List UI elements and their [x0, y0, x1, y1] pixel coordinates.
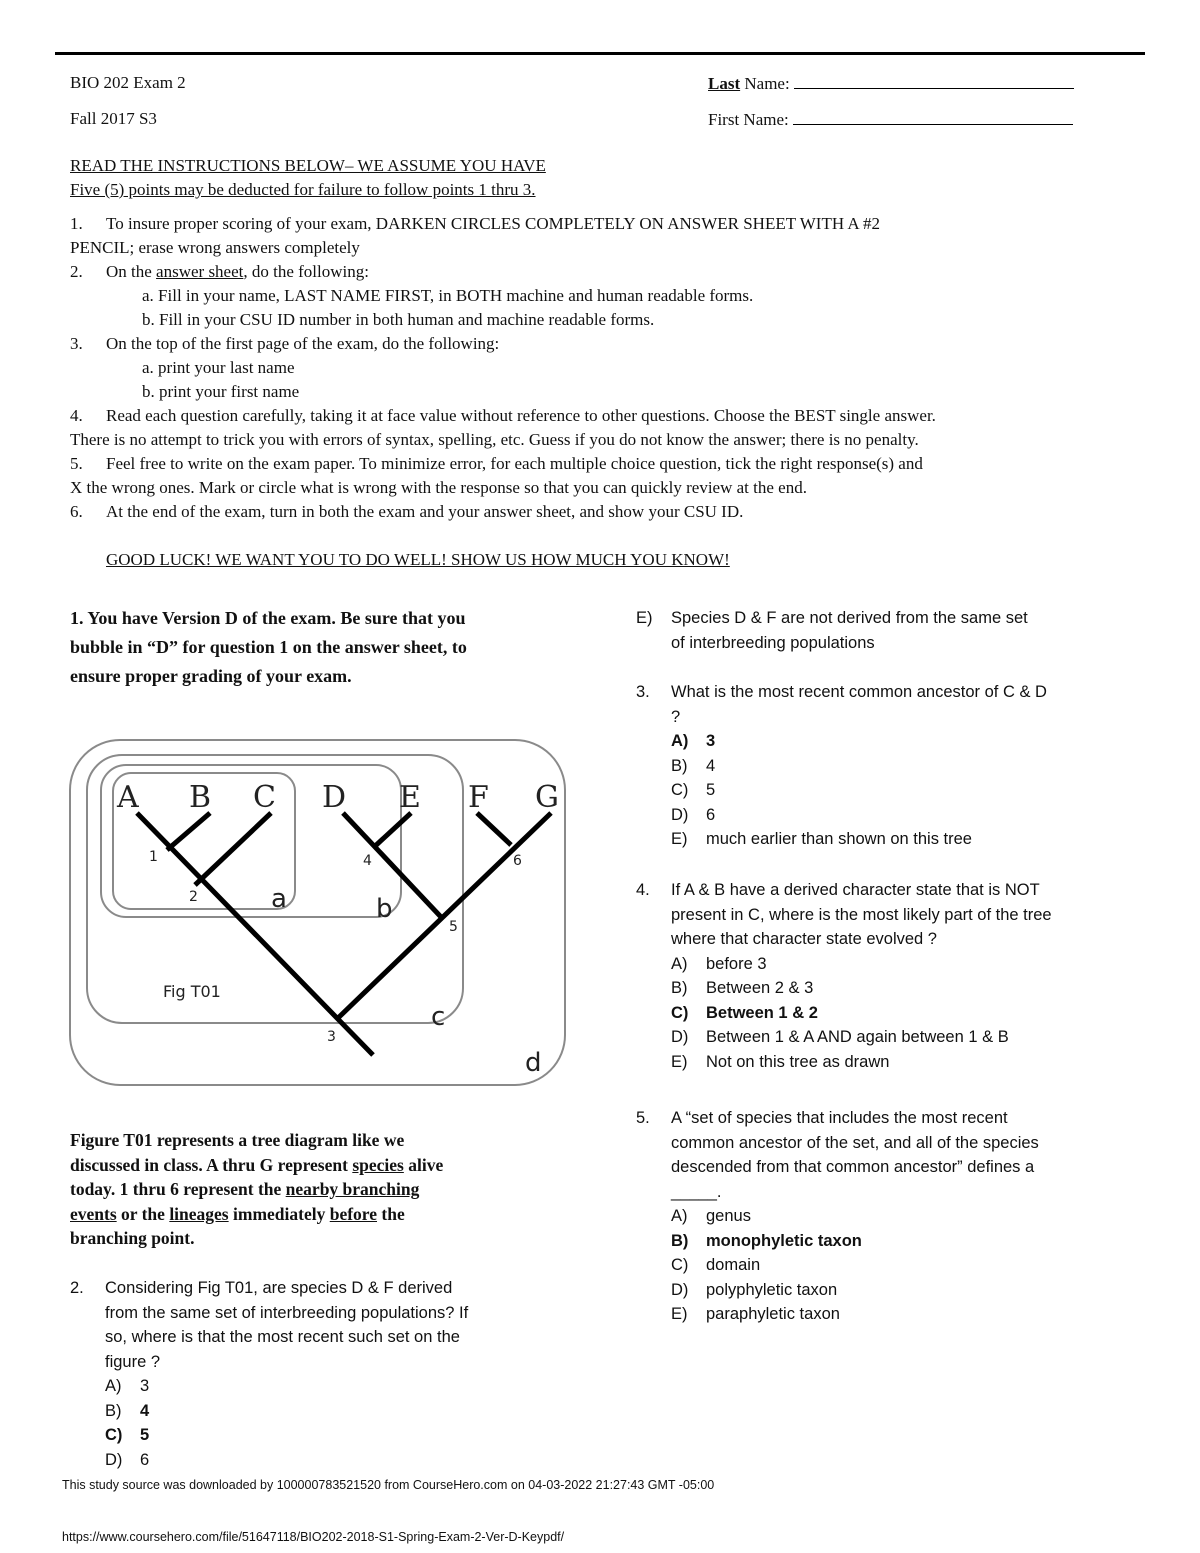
- branch-f-6: [477, 813, 511, 845]
- answer-option-correct[interactable]: C) Between 1 & 2: [671, 1003, 818, 1022]
- instruction-4: 4. Read each question carefully, taking it at face value without reference to other questions. Choose the BEST single answer.: [70, 406, 936, 425]
- first-name-label: First Name:: [708, 110, 789, 129]
- group-d-box: [70, 740, 565, 1085]
- species-label: B: [189, 780, 212, 815]
- instruction-6: 6. At the end of the exam, turn in both the exam and your answer sheet, and show your CSU ID.: [70, 502, 744, 521]
- instruction-2b: b. Fill in your CSU ID number in both human and machine readable forms.: [142, 310, 655, 329]
- first-name-blank[interactable]: [793, 108, 1073, 125]
- group-label: a: [271, 884, 287, 914]
- instruction-5-cont: X the wrong ones. Mark or circle what is wrong with the response so that you can quickly review at the end.: [70, 478, 807, 497]
- instruction-4-cont: There is no attempt to trick you with errors of syntax, spelling, etc. Guess if you do not know the answer; there is no penalty.: [70, 430, 919, 449]
- term-label: Fall 2017 S3: [70, 109, 157, 128]
- instructions-title: READ THE INSTRUCTIONS BELOW– WE ASSUME YOU HAVE: [70, 156, 546, 175]
- answer-option[interactable]: A) 3: [105, 1377, 150, 1395]
- question-2: 2. Considering Fig T01, are species D & F derived from the same set of interbreeding populations? If so, where is that the most recent such set on the figure ? A) 3 B) 4 C) 5 D) 6: [70, 1276, 570, 1472]
- last-name-blank[interactable]: [794, 72, 1074, 89]
- branch-e-4: [373, 813, 411, 848]
- species-label: D: [322, 780, 347, 815]
- first-name-field[interactable]: [708, 108, 1073, 131]
- node-label: 2: [189, 889, 198, 905]
- answer-option[interactable]: B) 4: [671, 756, 716, 775]
- answer-option[interactable]: A) before 3: [671, 954, 767, 973]
- answer-option[interactable]: D) 6: [105, 1450, 150, 1469]
- instruction-3a: a. print your last name: [142, 358, 295, 377]
- group-label: c: [431, 1002, 446, 1032]
- answer-option[interactable]: C) 5: [671, 781, 716, 799]
- answer-sheet-term: answer sheet: [156, 262, 244, 281]
- node-label: 1: [149, 849, 158, 865]
- question-5: 5. A “set of species that includes the most recent common ancestor of the set, and all of the species descended from that common ancestor” defines a _____. A) genus B) monophyletic taxon C) domain D) polyphyletic taxon E) paraphyletic taxon: [636, 1106, 1136, 1327]
- answer-option[interactable]: C) domain: [671, 1256, 761, 1274]
- group-label: d: [525, 1048, 542, 1078]
- figure-description: Figure T01 represents a tree diagram like we discussed in class. A thru G represent species alive today. 1 thru 6 represent the nearby branching events or the lineages immediately before the branching point.: [70, 1130, 444, 1248]
- answer-option[interactable]: A) genus: [671, 1207, 751, 1225]
- group-label: b: [376, 894, 393, 924]
- last-name-field[interactable]: [708, 72, 1074, 95]
- instruction-2: 2. On the answer sheet, do the following:: [70, 262, 369, 281]
- answer-option[interactable]: D) 6: [671, 805, 716, 824]
- instruction-2a: a. Fill in your name, LAST NAME FIRST, in BOTH machine and human readable forms.: [142, 286, 754, 305]
- figure-caption: Fig T01: [163, 982, 221, 1001]
- node-label: 6: [513, 853, 522, 869]
- top-rule: [55, 52, 1145, 55]
- question-2-option-e[interactable]: E) Species D & F are not derived from the same set of interbreeding populations: [636, 609, 1028, 652]
- source-url[interactable]: https://www.coursehero.com/file/51647118/BIO202-2018-S1-Spring-Exam-2-Ver-D-Keypdf/: [62, 1530, 565, 1544]
- instruction-3b: b. print your first name: [142, 382, 300, 401]
- instruction-3: 3. On the top of the first page of the exam, do the following:: [70, 334, 500, 353]
- question-4: 4. If A & B have a derived character state that is NOT present in C, where is the most likely part of the tree where that character state evolved ? A) before 3 B) Between 2 & 3 C) Between 1 & 2 D) Between 1 & A AND again between 1 & B E) Not on this tree as drawn: [636, 878, 1136, 1074]
- branch-a-3: [137, 813, 373, 1055]
- answer-option[interactable]: D) Between 1 & A AND again between 1 & B: [671, 1028, 1009, 1046]
- species-label: C: [253, 780, 276, 815]
- branch-b-1: [167, 813, 210, 850]
- species-label: F: [468, 780, 489, 815]
- answer-option[interactable]: B) 4: [105, 1401, 150, 1420]
- question-3: 3. What is the most recent common ancestor of C & D ? A) 3 B) 4 C) 5 D) 6 E) much earlier than shown on this tree: [636, 680, 1136, 852]
- source-notice: This study source was downloaded by 100000783521520 from CourseHero.com on 04-03-2022 21:27:43 GMT -05:00: [62, 1478, 715, 1492]
- answer-option-correct[interactable]: A) 3: [671, 732, 716, 750]
- node-label: 5: [449, 919, 458, 935]
- answer-option[interactable]: B) Between 2 & 3: [671, 979, 814, 997]
- answer-option-correct[interactable]: B) monophyletic taxon: [671, 1231, 862, 1250]
- course-title: BIO 202 Exam 2: [70, 73, 186, 92]
- tree-figure: [65, 735, 575, 1095]
- species-label: A: [117, 780, 139, 815]
- answer-option[interactable]: D) polyphyletic taxon: [671, 1280, 838, 1299]
- answer-option[interactable]: E) paraphyletic taxon: [671, 1305, 840, 1323]
- node-label: 3: [327, 1029, 336, 1045]
- species-label: G: [535, 780, 559, 815]
- good-luck-banner: GOOD LUCK! WE WANT YOU TO DO WELL! SHOW US HOW MUCH YOU KNOW!: [106, 550, 730, 569]
- group-b-box: [101, 765, 401, 917]
- instruction-5: 5. Feel free to write on the exam paper. To minimize error, for each multiple choice question, tick the right response(s) and: [70, 454, 923, 473]
- answer-option-correct[interactable]: C) 5: [105, 1426, 150, 1444]
- last-name-strong: Last: [708, 74, 741, 93]
- branch-c-2: [195, 813, 271, 885]
- instructions: [70, 154, 1150, 524]
- instruction-1-cont: PENCIL; erase wrong answers completely: [70, 238, 360, 257]
- answer-option[interactable]: E) Not on this tree as drawn: [671, 1052, 890, 1071]
- question-1: 1. You have Version D of the exam. Be sure that you bubble in “D” for question 1 on the answer sheet, to ensure proper grading of your exam.: [70, 608, 467, 686]
- answer-option[interactable]: E) much earlier than shown on this tree: [671, 830, 972, 848]
- species-label: E: [399, 780, 421, 815]
- last-name-label: Name:: [740, 74, 790, 93]
- node-label: 4: [363, 853, 372, 869]
- instructions-penalty: Five (5) points may be deducted for failure to follow points 1 thru 3.: [70, 180, 536, 199]
- instruction-1: 1. To insure proper scoring of your exam, DARKEN CIRCLES COMPLETELY ON ANSWER SHEET WITH A #2: [70, 214, 881, 233]
